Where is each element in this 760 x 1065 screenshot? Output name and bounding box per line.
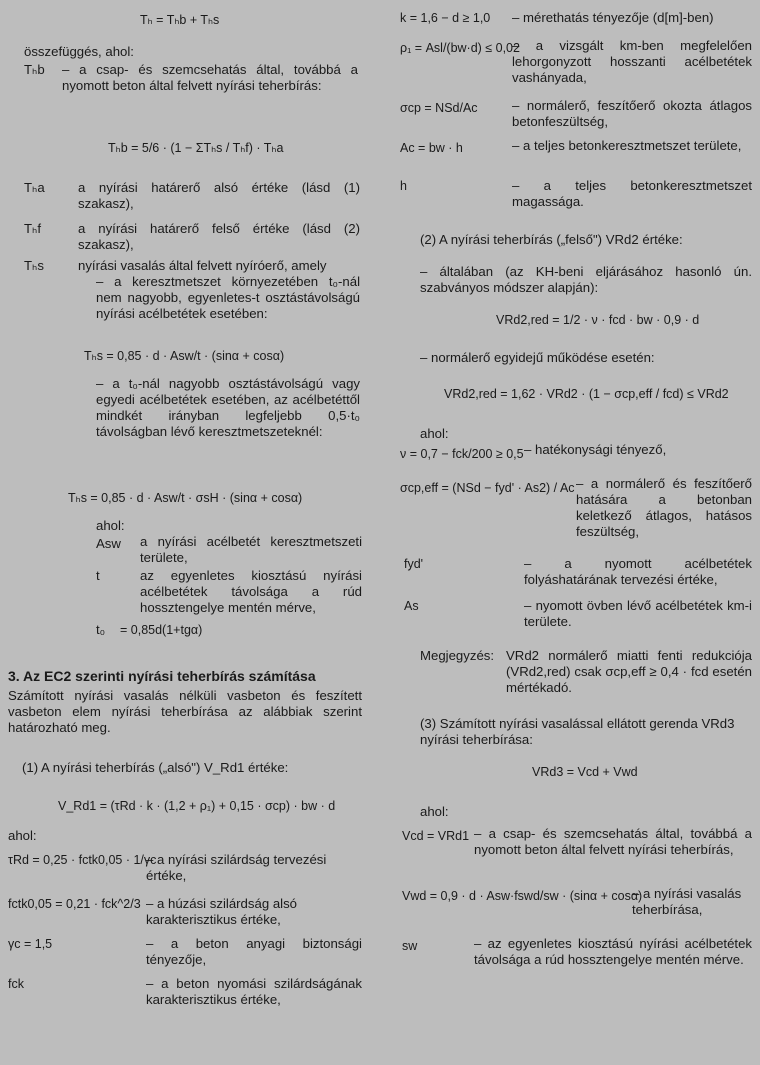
t0-formula: = 0,85d(1+tgα) bbox=[120, 623, 203, 637]
nu-formula: ν = 0,7 − fck/200 ≥ 0,5 bbox=[400, 447, 524, 461]
subsection-3-title: (3) Számított nyírási vasalással ellátott gerenda VRd3 nyírási teherbírása: bbox=[420, 716, 735, 747]
eq-th: Tₕ = Tₕb + Tₕs bbox=[140, 13, 220, 27]
vrd3-formula: VRd3 = Vcd + Vwd bbox=[532, 765, 638, 779]
ahol-label-r2: ahol: bbox=[420, 804, 449, 819]
tau-description: – a nyírási szilárdság tervezési értéke, bbox=[146, 852, 327, 883]
general-description: – általában (az KH-beni eljárásához hasonló ún. szabványos módszer alapján): bbox=[420, 264, 752, 295]
sigma-eff-description: – a normálerő és feszítőerő hatására a betonban keletkező átlagos, hatásos feszültség, bbox=[576, 476, 752, 539]
thb-symbol: Tₕb bbox=[24, 62, 45, 77]
as-symbol: As bbox=[404, 599, 419, 613]
sigma-cp-description: – normálerő, feszítőerő okozta átlagos betonfeszültség, bbox=[512, 98, 752, 129]
vcd-formula: Vcd = VRd1 bbox=[402, 829, 470, 843]
ths-case1: – a keresztmetszet környezetében t₀-nál nem nagyobb, egyenletes-t osztástávolságú nyírási acélbetétek esetében: bbox=[96, 274, 360, 321]
note-text: VRd2 normálerő miatti fenti redukciója (VRd2,red) csak σcp,eff ≥ 0,4 · fcd esetén mértékadó. bbox=[506, 648, 752, 695]
nu-description: – hatékonysági tényező, bbox=[524, 442, 667, 457]
thf-symbol: Tₕf bbox=[24, 221, 42, 236]
ths-formula2: Tₕs = 0,85 · d · Asw/t · σsH · (sinα + cosα) bbox=[68, 491, 303, 505]
vcd-description: – a csap- és szemcsehatás által, továbbá a nyomott beton által felvett nyírási teherbírás, bbox=[474, 826, 752, 857]
t0-symbol: t₀ bbox=[96, 622, 106, 637]
tha-description: a nyírási határerő alsó értéke (lásd (1) szakasz), bbox=[78, 180, 360, 211]
as-description: – nyomott övben lévő acélbetétek km-i területe. bbox=[524, 598, 752, 629]
h-symbol: h bbox=[400, 179, 407, 193]
vrd1-formula: V_Rd1 = (τRd · k · (1,2 + ρ₁) + 0,15 · σcp) · bw · d bbox=[58, 799, 336, 813]
sw-description: – az egyenletes kiosztású nyírási acélbetétek távolsága a rúd hossztengelye mentén mérve. bbox=[474, 936, 752, 967]
thb-formula: Tₕb = 5/6 · (1 − ΣTₕs / Tₕf) · Tₕa bbox=[108, 141, 284, 155]
fctk-description: – a húzási szilárdság alsó karakterisztikus értéke, bbox=[146, 896, 298, 927]
asw-symbol: Asw bbox=[96, 536, 121, 551]
h-description: – a teljes betonkeresztmetszet magassága. bbox=[512, 178, 752, 209]
ths-description: nyírási vasalás által felvett nyíróerő, amely bbox=[78, 258, 327, 273]
t-symbol: t bbox=[96, 568, 100, 583]
rho-formula: ρ₁ = Asl/(bw·d) ≤ 0,02 bbox=[400, 41, 520, 55]
ahol-label-r: ahol: bbox=[420, 426, 449, 441]
rho-description: – a vizsgált km-ben megfelelően lehorgonyzott hosszanti acélbetétek vashányada, bbox=[512, 38, 752, 85]
gamma-description: – a beton anyagi biztonsági tényezője, bbox=[146, 936, 362, 967]
section-title: 3. Az EC2 szerinti nyírási teherbírás számítása bbox=[8, 668, 316, 684]
fck-description: – a beton nyomási szilárdságának karakterisztikus értéke, bbox=[146, 976, 362, 1007]
ac-description: – a teljes betonkeresztmetszet területe, bbox=[512, 138, 742, 153]
sigma-cp-formula: σcp = NSd/Ac bbox=[400, 101, 478, 115]
section-intro: Számított nyírási vasalás nélküli vasbeton és feszített vasbeton elem nyírási teherbírása az alábbiak szerint határozható meg. bbox=[8, 688, 362, 735]
note-label: Megjegyzés: bbox=[420, 648, 495, 663]
ac-formula: Ac = bw · h bbox=[400, 141, 463, 155]
vrd2red-formula: VRd2,red = 1,62 · VRd2 · (1 − σcp,eff / fcd) ≤ VRd2 bbox=[444, 387, 729, 401]
fyd-description: – a nyomott acélbetétek folyáshatárának tervezési értéke, bbox=[524, 556, 752, 587]
sigma-eff-formula: σcp,eff = (NSd − fyd' · As2) / Ac bbox=[400, 481, 575, 495]
tau-formula: τRd = 0,25 · fctk0,05 · 1/γc bbox=[8, 853, 157, 867]
subsection-2-title: (2) A nyírási teherbírás („felső") VRd2 értéke: bbox=[420, 232, 683, 247]
k-formula: k = 1,6 − d ≥ 1,0 bbox=[400, 11, 491, 25]
ahol-label: ahol: bbox=[96, 518, 125, 533]
tha-symbol: Tₕa bbox=[24, 180, 45, 195]
vrd2-formula: VRd2,red = 1/2 · ν · fcd · bw · 0,9 · d bbox=[496, 313, 700, 327]
thf-description: a nyírási határerő felső értéke (lásd (2) szakasz), bbox=[78, 221, 360, 252]
t-description: az egyenletes kiosztású nyírási acélbetétek távolsága a rúd hossztengelye mentén mérve, bbox=[140, 568, 362, 615]
ahol-label-2: ahol: bbox=[8, 828, 37, 843]
thb-description: – a csap- és szemcsehatás által, továbbá a nyomott beton által felvett nyírási teherbírás: bbox=[62, 62, 358, 93]
ths-symbol: Tₕs bbox=[24, 258, 44, 273]
sw-symbol: sw bbox=[402, 939, 418, 953]
fctk-formula: fctk0,05 = 0,21 · fck^2/3 bbox=[8, 897, 141, 911]
intro-text: összefüggés, ahol: bbox=[24, 44, 134, 59]
vwd-formula: Vwd = 0,9 · d · Asw·fswd/sw · (sinα + cosα) bbox=[402, 889, 643, 903]
ths-case2: – a t₀-nál nagyobb osztástávolságú vagy egyedi acélbetétek esetében, az acélbetéttől mindkét irányban legfeljebb 0,5·t₀ távolságban lévő keresztmetszeteknél: bbox=[96, 376, 360, 439]
subsection-1-title: (1) A nyírási teherbírás („alsó") V_Rd1 értéke: bbox=[22, 760, 289, 775]
asw-description: a nyírási acélbetét keresztmetszeti területe, bbox=[140, 534, 362, 565]
fyd-symbol: fyd' bbox=[404, 557, 424, 571]
ths-formula1: Tₕs = 0,85 · d · Asw/t · (sinα + cosα) bbox=[84, 349, 285, 363]
fck-symbol: fck bbox=[8, 977, 24, 991]
normal-force-description: – normálerő egyidejű működése esetén: bbox=[420, 350, 655, 365]
right-column bbox=[380, 0, 760, 1065]
k-description: – mérethatás tényezője (d[m]-ben) bbox=[512, 10, 714, 25]
gamma-formula: γc = 1,5 bbox=[8, 937, 53, 951]
vwd-description: – a nyírási vasalás teherbírása, bbox=[632, 886, 742, 917]
